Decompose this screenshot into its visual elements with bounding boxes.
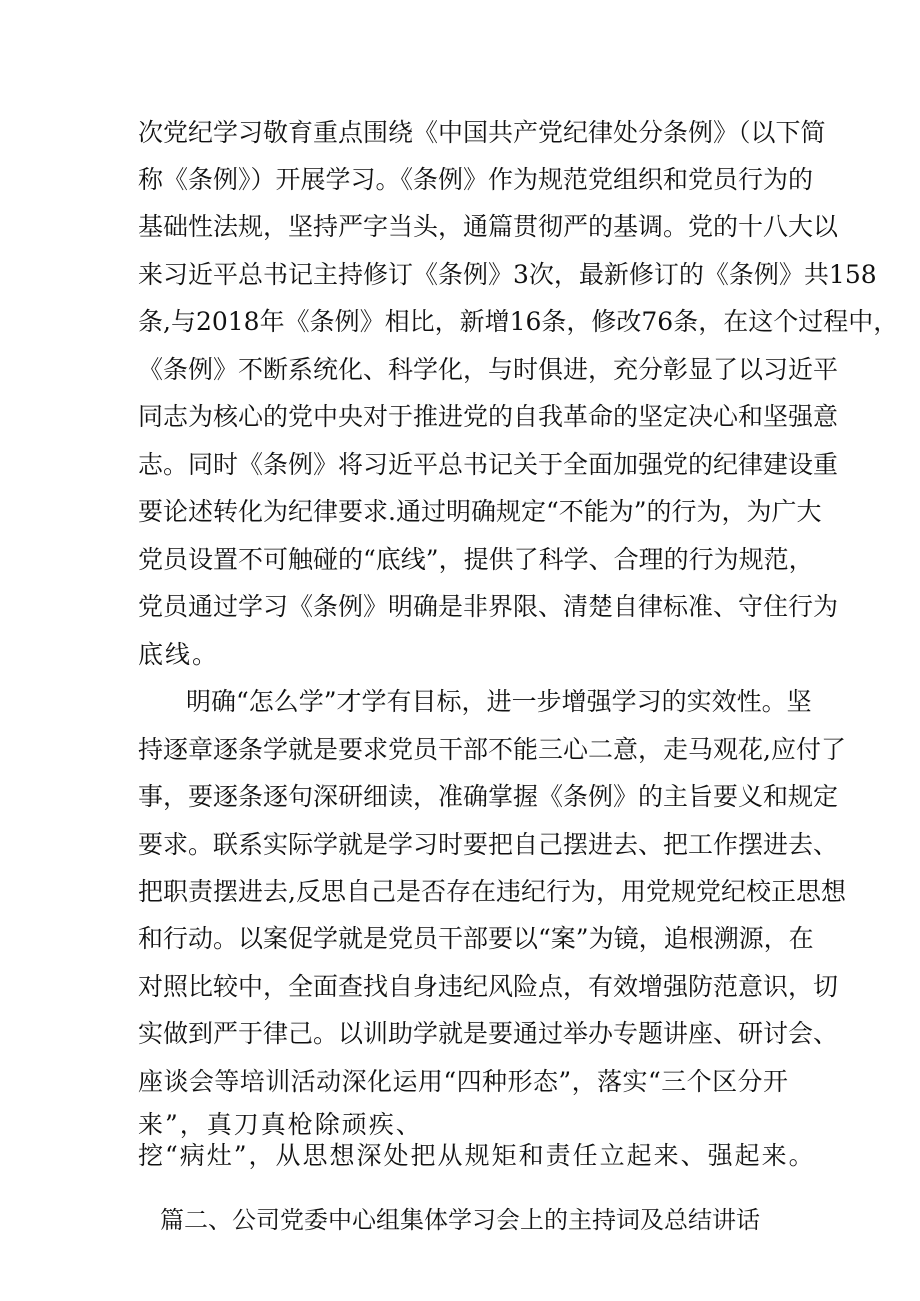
paragraph-2-line: 来”，真刀真枪除顽疾、 [138,1110,423,1139]
paragraph-2-line: 明确“怎么学”才学有目标，进一步增强学习的实效性。坚 [186,687,812,716]
paragraph-2-line: 实做到严于律己。以训助学就是要通过举办专题讲座、研讨会、 [138,1019,839,1048]
paragraph-2-line: 座谈会等培训活动深化运用“四种形态”，落实“三个区分开 [138,1067,788,1096]
paragraph-2-line: 对照比较中，全面查找自身违纪风险点，有效增强防范意识，切 [138,972,839,1001]
section-heading: 篇二、公司党委中心组集体学习会上的主持词及总结讲话 [160,1206,760,1234]
paragraph-2-line: 挖“病灶”，从思想深处把从规矩和责任立起来、强起来。 [138,1141,816,1170]
paragraph-1-line: 基础性法规，坚持严字当头，通篇贯彻严的基调。党的十八大以 [138,212,839,241]
paragraph-2-line: 要求。联系实际学就是学习时要把自己摆进去、把工作摆进去、 [138,830,839,859]
paragraph-2-line: 和行动。以案促学就是党员干部要以“案”为镜，追根溯源，在 [138,924,814,953]
paragraph-1-line: 党员通过学习《条例》明确是非界限、清楚自律标准、守住行为 [138,592,839,621]
paragraph-2-line: 把职责摆进去,反思自己是否存在违纪行为，用党规党纪校正思想 [138,877,846,906]
paragraph-2-line: 持逐章逐条学就是要求党员干部不能三心二意，走马观花,应付了 [138,735,846,764]
paragraph-1-line: 同志为核心的党中央对于推进党的自我革命的坚定决心和坚强意 [138,402,839,431]
paragraph-2-line: 事，要逐条逐句深研细读，准确掌握《条例》的主旨要义和规定 [138,782,839,811]
paragraph-1-line: 《条例》不断系统化、科学化，与时俱进，充分彰显了以习近平 [138,355,839,384]
paragraph-1-line: 条,与2018年《条例》相比，新增16条，修改76条，在这个过程中， [138,307,899,336]
paragraph-1-line: 次党纪学习敬育重点围绕《中国共产党纪律处分条例》（以下简 [138,118,826,147]
paragraph-1-line: 称《条例》）开展学习。《条例》作为规范党组织和党员行为的 [138,165,814,194]
paragraph-1-line: 党员设置不可触碰的“底线”，提供了科学、合理的行为规范， [138,545,814,574]
paragraph-1-line: 来习近平总书记主持修订《条例》3次，最新修订的《条例》共158 [138,260,877,289]
paragraph-1-line: 志。同时《条例》将习近平总书记关于全面加强党的纪律建设重 [138,450,839,479]
paragraph-1-line: 要论述转化为纪律要求.通过明确规定“不能为”的行为，为广大 [138,497,822,526]
paragraph-1-line: 底线。 [138,640,220,669]
